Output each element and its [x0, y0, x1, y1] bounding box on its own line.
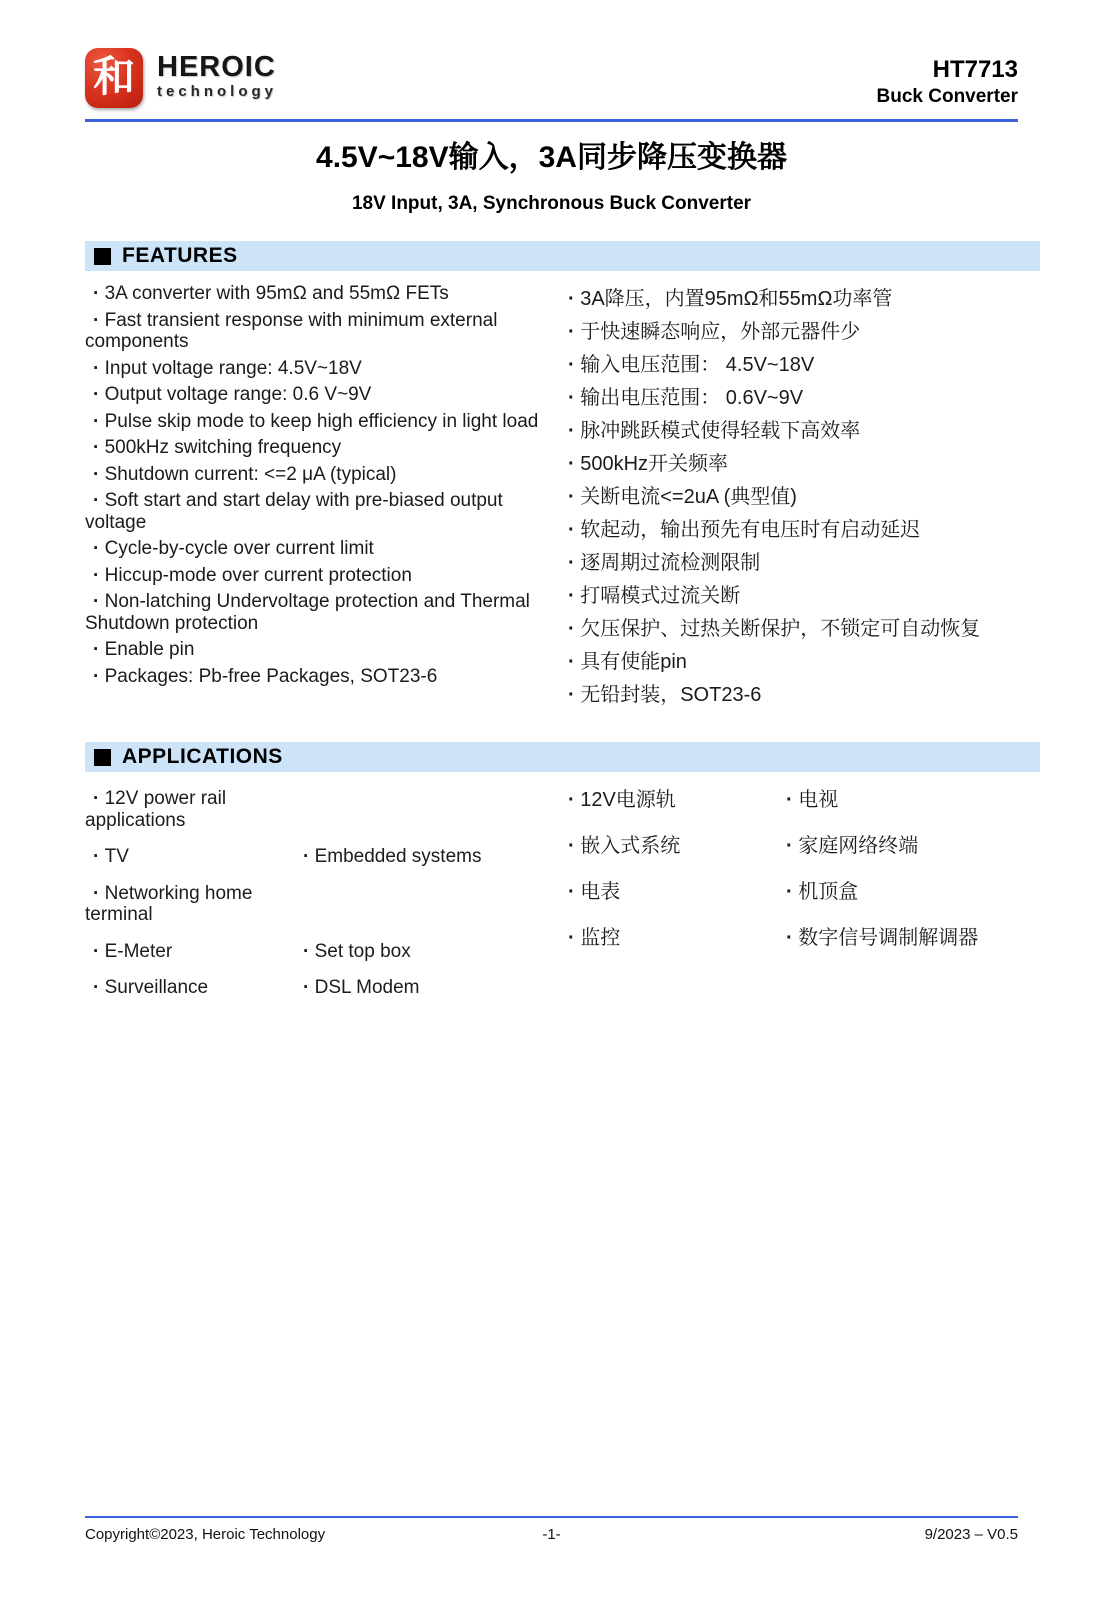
- application-row: [85, 977, 540, 999]
- feature-item: · Input voltage range: 4.5V~18V: [85, 358, 540, 380]
- feature-item: · Output voltage range: 0.6 V~9V: [85, 384, 540, 406]
- application-item: · 电视: [778, 788, 1020, 812]
- application-row: [85, 941, 540, 963]
- application-item: · 数字信号调制解调器: [778, 926, 1020, 950]
- features-section-header: [85, 241, 1040, 271]
- feature-item: · 关断电流<=2uA (典型值): [560, 481, 1020, 514]
- feature-item: · 脉冲跳跃模式使得轻载下高效率: [560, 415, 1020, 448]
- application-row: [560, 834, 1020, 858]
- feature-item: · Packages: Pb-free Packages, SOT23-6: [85, 666, 540, 688]
- application-row: [85, 788, 540, 831]
- footer-page-number: -1-: [542, 1526, 561, 1543]
- features-chinese-column: [560, 283, 1020, 712]
- page-title-zh: 4.5V~18V输入，3A同步降压变换器: [316, 141, 787, 174]
- application-row: [85, 846, 540, 868]
- application-item: · DSL Modem: [295, 977, 540, 999]
- feature-item: · 欠压保护、过热关断保护，不锁定可自动恢复: [560, 613, 1020, 646]
- feature-item: · Pulse skip mode to keep high efficiency in light load: [85, 411, 540, 433]
- feature-item: · 打嗝模式过流关断: [560, 580, 1020, 613]
- feature-item: · 500kHz开关频率: [560, 448, 1020, 481]
- header: [85, 48, 1018, 110]
- logo-seal-icon: 和: [85, 48, 143, 108]
- application-item: · Networking home terminal: [85, 883, 295, 926]
- applications-heading: APPLICATIONS: [122, 745, 283, 768]
- section-square-icon: [94, 749, 111, 766]
- brand-name: HEROIC: [157, 51, 276, 83]
- applications-columns: [85, 788, 1040, 1014]
- feature-item: · Fast transient response with minimum external components: [85, 310, 540, 353]
- features-english-column: [85, 283, 540, 712]
- part-number: HT7713: [932, 56, 1018, 83]
- part-type: Buck Converter: [876, 86, 1018, 107]
- datasheet-page: [0, 48, 1102, 1607]
- features-columns: [85, 283, 1040, 712]
- footer-copyright: Copyright©2023, Heroic Technology: [85, 1526, 326, 1543]
- application-item: · 家庭网络终端: [778, 834, 1020, 858]
- feature-item: · 无铅封装，SOT23-6: [560, 679, 1020, 712]
- header-divider: [85, 119, 1018, 122]
- feature-item: · 具有使能pin: [560, 646, 1020, 679]
- feature-item: · Non-latching Undervoltage protection and Thermal Shutdown protection: [85, 591, 540, 634]
- application-row: [560, 926, 1020, 950]
- application-row: [560, 788, 1020, 812]
- feature-item: · 输入电压范围： 4.5V~18V: [560, 349, 1020, 382]
- application-item: · 机顶盒: [778, 880, 1020, 904]
- application-item: · TV: [85, 846, 295, 868]
- feature-item: · 500kHz switching frequency: [85, 437, 540, 459]
- feature-item: · 3A converter with 95mΩ and 55mΩ FETs: [85, 283, 540, 305]
- applications-english-column: [85, 788, 540, 1014]
- feature-item: · 逐周期过流检测限制: [560, 547, 1020, 580]
- feature-item: · 3A降压，内置95mΩ和55mΩ功率管: [560, 283, 1020, 316]
- footer-version: 9/2023 – V0.5: [924, 1526, 1018, 1543]
- feature-item: · Shutdown current: <=2 μA (typical): [85, 464, 540, 486]
- application-item: · E-Meter: [85, 941, 295, 963]
- application-item: · 嵌入式系统: [560, 834, 778, 858]
- feature-item: · Hiccup-mode over current protection: [85, 565, 540, 587]
- feature-item: · Cycle-by-cycle over current limit: [85, 538, 540, 560]
- feature-item: · Soft start and start delay with pre-biased output voltage: [85, 490, 540, 533]
- application-item: · Set top box: [295, 941, 540, 963]
- footer: [85, 1526, 1018, 1543]
- application-item: · 监控: [560, 926, 778, 950]
- footer-divider: [85, 1516, 1018, 1518]
- applications-section-header: [85, 742, 1040, 772]
- application-item: · 电表: [560, 880, 778, 904]
- feature-item: · 输出电压范围： 0.6V~9V: [560, 382, 1020, 415]
- application-row: [560, 880, 1020, 904]
- section-square-icon: [94, 248, 111, 265]
- features-heading: FEATURES: [122, 244, 238, 267]
- application-item: · 12V电源轨: [560, 788, 778, 812]
- application-row: [85, 883, 540, 926]
- feature-item: · Enable pin: [85, 639, 540, 661]
- feature-item: · 于快速瞬态响应，外部元器件少: [560, 316, 1020, 349]
- page-title-en: 18V Input, 3A, Synchronous Buck Converter: [351, 193, 752, 214]
- feature-item: · 软起动，输出预先有电压时有启动延迟: [560, 514, 1020, 547]
- application-item: · 12V power rail applications: [85, 788, 295, 831]
- company-logo: [85, 48, 277, 108]
- brand-subname: technology: [157, 83, 278, 100]
- application-item: · Embedded systems: [295, 846, 540, 868]
- applications-chinese-column: [560, 788, 1020, 1014]
- application-item: · Surveillance: [85, 977, 295, 999]
